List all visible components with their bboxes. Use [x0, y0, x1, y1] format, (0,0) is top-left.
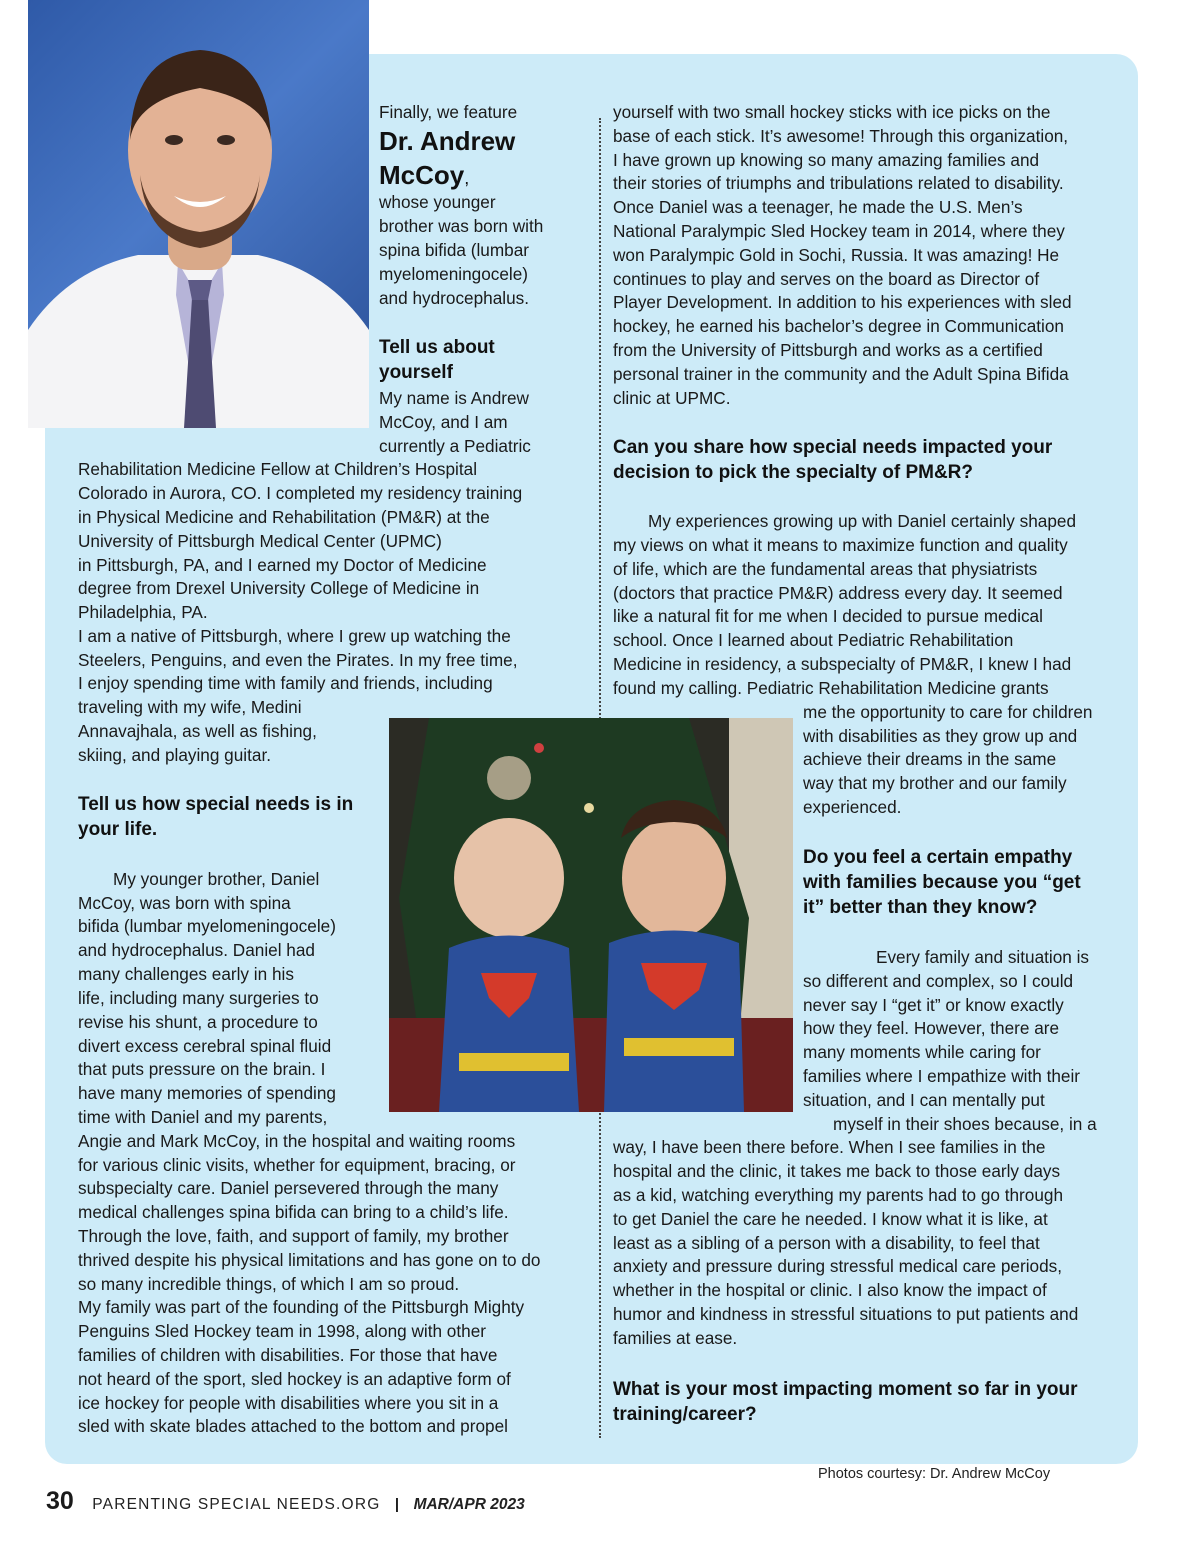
q2-line: time with Daniel and my parents,	[78, 1107, 328, 1127]
q4-heading: Do you feel a certain empathy	[803, 847, 1073, 868]
q1-line: I am a native of Pittsburgh, where I grew up watching the	[78, 626, 511, 646]
q3-line: way that my brother and our family	[803, 773, 1067, 793]
col2-line: hockey, he earned his bachelor’s degree in Communication	[613, 316, 1064, 336]
q1-line: My name is Andrew	[379, 388, 529, 408]
q2-line: so many incredible things, of which I am so proud.	[78, 1274, 460, 1294]
q4-line: as a kid, watching everything my parents had to go through	[613, 1185, 1064, 1205]
q1-line: traveling with my wife, Medini	[78, 697, 302, 717]
page-footer	[46, 1487, 525, 1517]
q4-line: myself in their shoes because, in a	[833, 1114, 1097, 1134]
q2-heading: your life.	[78, 819, 158, 840]
q3-heading: decision to pick the specialty of PM&R?	[613, 462, 974, 483]
q3-line: achieve their dreams in the same	[803, 749, 1057, 769]
q4-line: way, I have been there before. When I see families in the	[613, 1137, 1046, 1157]
q2-line: My younger brother, Daniel	[113, 869, 320, 889]
q2-line: many challenges early in his	[78, 964, 294, 984]
q2-line: My family was part of the founding of the Pittsburgh Mighty	[78, 1297, 525, 1317]
q3-line: experienced.	[803, 797, 902, 817]
q2-line: Angie and Mark McCoy, in the hospital and waiting rooms	[78, 1131, 516, 1151]
q4-line: anxiety and pressure during stressful medical care periods,	[613, 1256, 1063, 1276]
q1-heading: Tell us about	[379, 337, 495, 358]
q1-line: skiing, and playing guitar.	[78, 745, 272, 765]
q2-line: Penguins Sled Hockey team in 1998, along with other	[78, 1321, 486, 1341]
q1-line: Rehabilitation Medicine Fellow at Children’s Hospital	[78, 459, 478, 479]
q4-line: families at ease.	[613, 1328, 738, 1348]
q2-line: McCoy, was born with spina	[78, 893, 291, 913]
q4-line: whether in the hospital or clinic. I also know the impact of	[613, 1280, 1047, 1300]
q4-heading: it” better than they know?	[803, 897, 1038, 918]
q4-line: so different and complex, so I could	[803, 971, 1074, 991]
q2-line: subspecialty care. Daniel persevered through the many	[78, 1178, 499, 1198]
q3-line: my views on what it means to maximize function and quality	[613, 535, 1068, 555]
col2-line: I have grown up knowing so many amazing families and	[613, 150, 1040, 170]
q2-line: medical challenges spina bifida can bring to a child’s life.	[78, 1202, 509, 1222]
q4-line: humor and kindness in stressful situations to put patients and	[613, 1304, 1079, 1324]
q2-line: life, including many surgeries to	[78, 988, 319, 1008]
q1-line: Annavajhala, as well as fishing,	[78, 721, 317, 741]
portrait-photo	[28, 0, 369, 428]
issue-date: MAR/APR 2023	[413, 1496, 525, 1513]
q2-line: ice hockey for people with disabilities where you sit in a	[78, 1393, 499, 1413]
intro-line: spina bifida (lumbar	[379, 240, 529, 260]
q3-line: like a natural fit for me when I decided to pursue medical	[613, 606, 1043, 626]
q2-line: thrived despite his physical limitations and has gone on to do	[78, 1250, 541, 1270]
subject-name-line1: Dr. Andrew	[379, 126, 516, 156]
kids-photo	[389, 718, 793, 1112]
q5-heading: training/career?	[613, 1404, 757, 1425]
q3-line: (doctors that practice PM&R) address every day. It seemed	[613, 583, 1063, 603]
q4-line: to get Daniel the care he needed. I know what it is like, at	[613, 1209, 1048, 1229]
q3-line: found my calling. Pediatric Rehabilitation Medicine grants	[613, 678, 1049, 698]
q1-line: McCoy, and I am	[379, 412, 508, 432]
col2-line: clinic at UPMC.	[613, 388, 731, 408]
q4-line: least as a sibling of a person with a disability, to feel that	[613, 1233, 1040, 1253]
intro-line: and hydrocephalus.	[379, 288, 530, 308]
q2-line: for various clinic visits, whether for equipment, bracing, or	[78, 1155, 516, 1175]
q2-line: that puts pressure on the brain. I	[78, 1059, 326, 1079]
footer-separator: |	[394, 1496, 400, 1513]
q2-line: revise his shunt, a procedure to	[78, 1012, 318, 1032]
q2-line: sled with skate blades attached to the bottom and propel	[78, 1416, 508, 1436]
q4-line: families where I empathize with their	[803, 1066, 1081, 1086]
q3-heading: Can you share how special needs impacted your	[613, 437, 1053, 458]
q1-line: currently a Pediatric	[379, 436, 531, 456]
q3-line: school. Once I learned about Pediatric Rehabilitation	[613, 630, 1014, 650]
col2-line: yourself with two small hockey sticks with ice picks on the	[613, 102, 1051, 122]
q1-line: in Physical Medicine and Rehabilitation (PM&R) at the	[78, 507, 490, 527]
publication-name: PARENTING SPECIAL NEEDS.ORG	[92, 1496, 381, 1513]
col2-line: personal trainer in the community and the Adult Spina Bifida	[613, 364, 1069, 384]
col2-line: National Paralympic Sled Hockey team in 2014, where they	[613, 221, 1065, 241]
q2-line: families of children with disabilities. For those that have	[78, 1345, 498, 1365]
q2-line: not heard of the sport, sled hockey is an adaptive form of	[78, 1369, 511, 1389]
q1-line: Colorado in Aurora, CO. I completed my residency training	[78, 483, 523, 503]
col2-line: their stories of triumphs and tribulations related to disability.	[613, 173, 1064, 193]
q5-heading: What is your most impacting moment so far in your	[613, 1379, 1078, 1400]
col2-line: Player Development. In addition to his experiences with sled	[613, 292, 1072, 312]
q1-line: University of Pittsburgh Medical Center (UPMC)	[78, 531, 442, 551]
q2-heading: Tell us how special needs is in	[78, 794, 354, 815]
col2-line: Once Daniel was a teenager, he made the U.S. Men’s	[613, 197, 1023, 217]
intro-lead: Finally, we feature	[379, 102, 518, 122]
q3-line: Medicine in residency, a subspecialty of PM&R, I knew I had	[613, 654, 1072, 674]
q4-line: never say I “get it” or know exactly	[803, 995, 1064, 1015]
q4-line: situation, and I can mentally put	[803, 1090, 1045, 1110]
q4-line: many moments while caring for	[803, 1042, 1041, 1062]
q3-line: me the opportunity to care for children	[803, 702, 1093, 722]
q1-line: I enjoy spending time with family and friends, including	[78, 673, 493, 693]
intro-line: myelomeningocele)	[379, 264, 529, 284]
subject-name-line2: McCoy,	[379, 160, 470, 190]
q4-line: hospital and the clinic, it takes me back to those early days	[613, 1161, 1061, 1181]
q1-line: Philadelphia, PA.	[78, 602, 208, 622]
q2-line: have many memories of spending	[78, 1083, 336, 1103]
col2-line: won Paralympic Gold in Sochi, Russia. It was amazing! He	[613, 245, 1060, 265]
page-number: 30	[46, 1487, 74, 1515]
col2-line: continues to play and serves on the board as Director of	[613, 269, 1040, 289]
q3-line: with disabilities as they grow up and	[803, 726, 1078, 746]
q3-line: My experiences growing up with Daniel certainly shaped	[648, 511, 1077, 531]
intro-line: whose younger	[379, 192, 496, 212]
q1-heading: yourself	[379, 362, 453, 383]
q2-line: and hydrocephalus. Daniel had	[78, 940, 315, 960]
q4-heading: with families because you “get	[803, 872, 1081, 893]
q2-line: bifida (lumbar myelomeningocele)	[78, 916, 336, 936]
q3-line: of life, which are the fundamental areas that physiatrists	[613, 559, 1038, 579]
col2-line: base of each stick. It’s awesome! Through this organization,	[613, 126, 1069, 146]
photo-credit: Photos courtesy: Dr. Andrew McCoy	[818, 1466, 1051, 1482]
q4-line: Every family and situation is	[876, 947, 1090, 967]
q2-line: divert excess cerebral spinal fluid	[78, 1036, 332, 1056]
q1-line: degree from Drexel University College of Medicine in	[78, 578, 480, 598]
col2-line: from the University of Pittsburgh and works as a certified	[613, 340, 1043, 360]
q4-line: how they feel. However, there are	[803, 1018, 1060, 1038]
q1-line: Steelers, Penguins, and even the Pirates. In my free time,	[78, 650, 518, 670]
intro-line: brother was born with	[379, 216, 544, 236]
q2-line: Through the love, faith, and support of family, my brother	[78, 1226, 509, 1246]
q1-line: in Pittsburgh, PA, and I earned my Doctor of Medicine	[78, 555, 487, 575]
